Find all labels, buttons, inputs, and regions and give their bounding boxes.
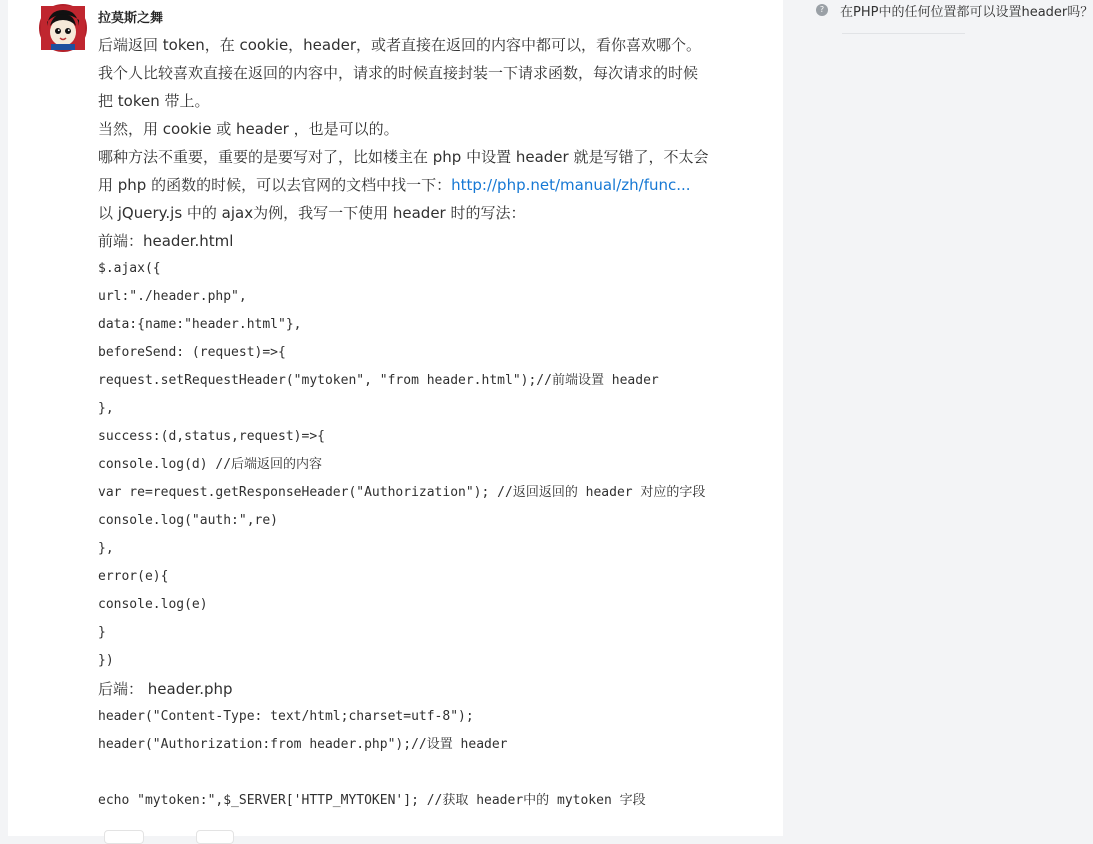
code-line: beforeSend: (request)=>{ bbox=[98, 345, 286, 360]
code-line: success:(d,status,request)=>{ bbox=[98, 429, 325, 444]
answer-paragraph: 以 jQuery.js 中的 ajax为例，我写一下使用 header 时的写法： bbox=[98, 204, 526, 222]
related-question-item[interactable] bbox=[816, 0, 1093, 20]
code-line: request.setRequestHeader("mytoken", "from header.html");//前端设置 header bbox=[98, 373, 659, 388]
php-manual-link[interactable]: http://php.net/manual/zh/func... bbox=[451, 176, 691, 194]
code-line: console.log(d) //后端返回的内容 bbox=[98, 457, 323, 472]
code-line: header("Authorization:from header.php");//设置 header bbox=[98, 737, 508, 752]
code-line: }, bbox=[98, 401, 114, 416]
question-icon: ? bbox=[816, 4, 828, 16]
cartoon-face-icon bbox=[41, 6, 85, 50]
answer-paragraph: 前端：header.html bbox=[98, 232, 234, 250]
answer-paragraph: 我个人比较喜欢直接在返回的内容中，请求的时候直接封装一下请求函数，每次请求的时候 bbox=[98, 64, 699, 82]
related-question-label: 在PHP中的任何位置都可以设置header吗？ bbox=[840, 4, 1093, 20]
answer-paragraph bbox=[98, 171, 768, 199]
divider bbox=[842, 33, 965, 34]
vote-button[interactable] bbox=[104, 830, 144, 844]
answer-paragraph: 后端返回 token，在 cookie，header，或者直接在返回的内容中都可以，看你喜欢哪个。 bbox=[98, 36, 702, 54]
code-line: echo "mytoken:",$_SERVER['HTTP_MYTOKEN']; //获取 header中的 mytoken 字段 bbox=[98, 793, 646, 808]
code-line: url:"./header.php", bbox=[98, 289, 247, 304]
code-line: }) bbox=[98, 653, 114, 668]
code-line bbox=[98, 759, 768, 787]
related-questions-sidebar bbox=[800, 0, 1093, 836]
answer-author-name[interactable]: 拉莫斯之舞 bbox=[98, 11, 164, 26]
answer-paragraph: 当然，用 cookie 或 header ，也是可以的。 bbox=[98, 120, 399, 138]
code-line: var re=request.getResponseHeader("Authorization"); //返回返回的 header 对应的字段 bbox=[98, 485, 706, 500]
code-line: error(e){ bbox=[98, 569, 169, 584]
code-line: $.ajax({ bbox=[98, 261, 161, 276]
comment-button[interactable] bbox=[196, 830, 234, 844]
code-line: console.log(e) bbox=[98, 597, 208, 612]
avatar[interactable] bbox=[39, 4, 87, 52]
answer-paragraph: 后端： header.php bbox=[98, 680, 233, 698]
code-line: }, bbox=[98, 541, 114, 556]
code-line: header("Content-Type: text/html;charset=utf-8"); bbox=[98, 709, 474, 724]
answer-paragraph: 把 token 带上。 bbox=[98, 92, 210, 110]
paragraph-text: 用 php 的函数的时候，可以去官网的文档中找一下： bbox=[98, 176, 452, 194]
answer-paragraph: 哪种方法不重要，重要的是要写对了，比如楼主在 php 中设置 header 就是写错了，不太会 bbox=[98, 148, 709, 166]
code-line: console.log("auth:",re) bbox=[98, 513, 279, 528]
answer-body bbox=[98, 31, 768, 815]
code-line: data:{name:"header.html"}, bbox=[98, 317, 302, 332]
code-line: } bbox=[98, 625, 106, 640]
